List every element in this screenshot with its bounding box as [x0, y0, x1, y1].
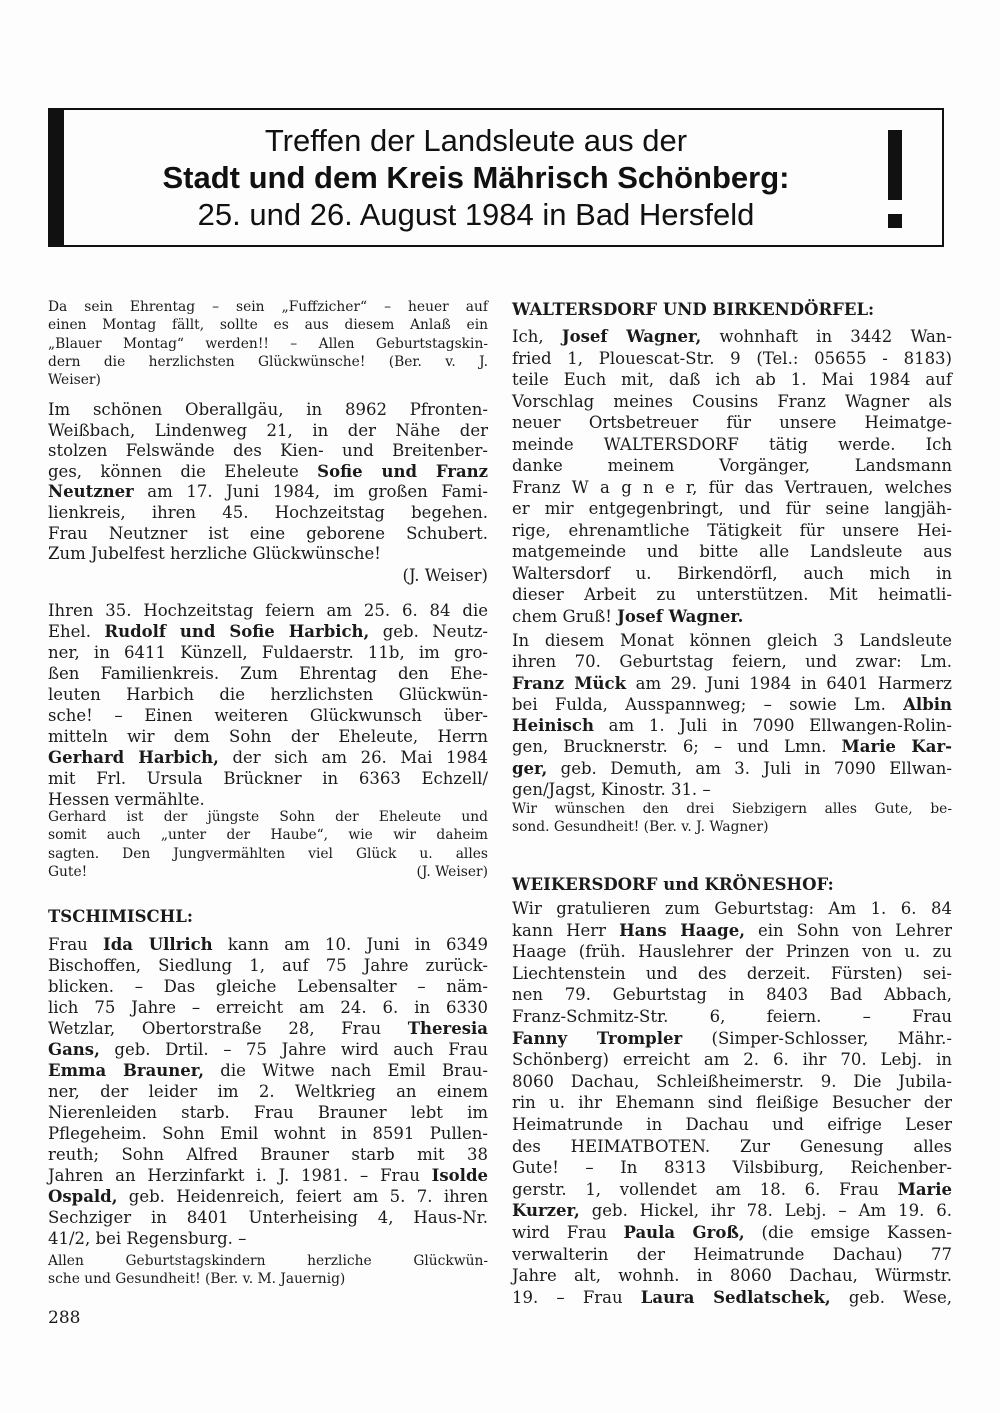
text-line [48, 316, 488, 334]
text-line [512, 584, 952, 606]
text-line [48, 726, 488, 747]
bold-name: Fanny Trompler [512, 1028, 683, 1048]
text-run: kann Herr [512, 920, 620, 940]
text-run: dieser Arbeit zu unterstützen. Mit heimatli- [512, 585, 952, 604]
text-line [512, 818, 952, 836]
anniversary-harbich [48, 600, 488, 810]
text-line [48, 768, 488, 789]
text-run: am 17. Juni 1984, im großen Fami- [133, 482, 488, 502]
text-run: Vorschlag meines Cousins Franz Wagner als [512, 391, 952, 411]
text-line [512, 1157, 952, 1179]
text-run: Haage (früh. Hauslehrer der Prinzen von u. zu [512, 942, 952, 962]
page-number: 288 [48, 1308, 81, 1328]
text-line [512, 498, 952, 520]
text-line [512, 391, 952, 413]
text-line [48, 544, 488, 565]
text-run: er mir entgegenbringt, und für seine langjäh- [512, 499, 952, 518]
bold-name: Marie Kar- [841, 737, 953, 757]
text-run: Allen Geburtstagskindern herzliche Glückwün- [48, 1253, 488, 1269]
text-line [48, 1102, 488, 1123]
text-line [48, 684, 488, 705]
signature: (J. Weiser) [416, 863, 488, 880]
text-run: fried 1, Plouescat-Str. 9 (Tel.: 05655 - 8183) [512, 348, 952, 368]
text-run: lich 75 Jahre – erreicht am 24. 6. in 6330 [48, 998, 488, 1017]
text-run: wird Frau [512, 1222, 624, 1242]
text-line [512, 606, 952, 628]
text-line [48, 1228, 488, 1249]
text-line [512, 941, 952, 963]
text-line [48, 421, 488, 442]
bold-name: Laura Sedlatschek, [640, 1287, 831, 1307]
text-line [48, 353, 488, 371]
text-run: gen, Brucknerstr. 6; – und Lmn. [512, 737, 842, 757]
text-line [512, 1244, 952, 1266]
bold-name: Albin [903, 694, 952, 714]
text-line [512, 984, 952, 1006]
birthday-note-weiser [48, 298, 488, 389]
text-run: geb. Neutz- [369, 622, 489, 641]
text-run: Sechziger in 8401 Unterheising 4, Haus-Nr. [48, 1208, 488, 1227]
text-line [48, 747, 488, 768]
text-line [512, 1049, 952, 1071]
text-line [48, 600, 488, 621]
text-run: leuten Harbich die herzlichsten Glückwün- [48, 685, 488, 704]
anniversary-neutzner [48, 400, 488, 586]
text-run: lienkreis, ihren 45. Hochzeitstag begehen. [48, 502, 488, 522]
text-run: Wir wünschen den drei Siebzigern alles Gute, be- [512, 801, 952, 817]
text-run: am 1. Juli in 7090 Ellwangen-Rolin- [593, 716, 952, 736]
text-run: Wir gratulieren zum Geburtstag: Am 1. 6. 84 [512, 899, 952, 918]
text-run: mit Frl. Ursula Brückner in 6363 Echzell/ [48, 769, 488, 788]
text-line [512, 477, 952, 499]
text-line [48, 1018, 488, 1039]
text-run: Gerhard ist der jüngste Sohn der Eheleute und [48, 809, 488, 825]
text-run: sche und Gesundheit! (Ber. v. M. Jauernig) [48, 1271, 346, 1288]
text-run: Weiser) [48, 372, 101, 389]
text-line [48, 808, 488, 826]
text-run: geb. Wese, [830, 1287, 953, 1307]
text-run: geb. Hickel, ihr 78. Lebj. – Am 19. 6. [579, 1201, 952, 1221]
text-line [48, 1060, 488, 1081]
bold-name: Theresia [407, 1019, 488, 1038]
text-line [48, 1144, 488, 1165]
text-line [512, 369, 952, 391]
text-run: Jahren an Herzinfarkt i. J. 1981. – Frau [48, 1166, 432, 1185]
bold-name: Hans Haage, [619, 920, 745, 940]
text-run: ges, können die Eheleute [48, 461, 318, 481]
text-run: reuth; Sohn Alfred Brauner starb mit 38 [48, 1145, 488, 1164]
text-line [48, 1123, 488, 1144]
text-run: des HEIMATBOTEN. Zur Genesung alles [512, 1136, 952, 1156]
text-run: Schönberg) erreicht am 2. 6. ihr 70. Lebj. in [512, 1050, 952, 1070]
text-line [48, 1039, 488, 1060]
text-line [48, 663, 488, 684]
text-run: Jahre alt, wohnh. in 8060 Dachau, Würmstr. [512, 1266, 952, 1286]
text-run: Zum Jubelfest herzliche Glückwünsche! [48, 544, 381, 564]
text-line [48, 934, 488, 955]
bold-name: Heinisch [512, 716, 594, 736]
text-run: Ich, [512, 327, 562, 346]
text-run: Frau [48, 935, 104, 954]
text-line [512, 963, 952, 985]
text-run: Ehel. [48, 622, 105, 641]
text-run: somit auch „unter der Haube“, wie wir daheim [48, 827, 488, 844]
bold-name: ger, [512, 758, 548, 778]
text-line [512, 412, 952, 434]
text-run: 8060 Dachau, Schleißheimerstr. 9. Die Jubila- [512, 1071, 952, 1091]
text-line [512, 651, 952, 672]
text-line [512, 434, 952, 456]
text-line [512, 1200, 952, 1222]
bold-name: Marie [897, 1179, 952, 1199]
text-run: chem Gruß! [512, 606, 618, 626]
text-line [48, 1270, 488, 1288]
text-line [48, 1207, 488, 1228]
text-run: 19. – Frau [512, 1287, 641, 1307]
text-run: einen Montag fällt, sollte es aus diesem Anlaß ein [48, 317, 488, 334]
bold-name: Sofie und Franz [317, 461, 489, 481]
signature: (J. Weiser) [402, 565, 488, 585]
seventieth-birthdays [512, 630, 952, 800]
announcement-line-2: Stadt und dem Kreis Mährisch Schönberg: [162, 160, 790, 195]
text-line [512, 1071, 952, 1093]
text-line [48, 503, 488, 524]
bold-name: Kurzer, [512, 1201, 580, 1221]
text-run: ein Sohn von Lehrer [744, 920, 953, 940]
wedding-note-harbich [48, 808, 488, 881]
text-run: meinde WALTERSDORF tätig werde. Ich [512, 434, 952, 454]
bold-name: Paula Groß, [623, 1222, 745, 1242]
text-run: bei Fulda, Ausspannweg; – sowie Lm. [512, 694, 904, 714]
event-announcement-box [48, 108, 944, 247]
announcement-line-3: 25. und 26. August 1984 in Bad Hersfeld [197, 197, 755, 232]
text-line [48, 845, 488, 863]
weikersdorf-birthdays [512, 898, 952, 1308]
text-run: (die emsige Kassen- [744, 1222, 952, 1242]
text-line [512, 326, 952, 348]
text-run: Nierenleiden starb. Frau Brauner lebt im [48, 1103, 488, 1122]
text-line [512, 1265, 952, 1287]
text-run: geb. Drtil. – 75 Jahre wird auch Frau [99, 1040, 488, 1059]
text-run: verwalterin der Heimatrunde Dachau) 77 [512, 1244, 952, 1264]
text-run: Ihren 35. Hochzeitstag feiern am 25. 6. 84 die [48, 601, 488, 620]
text-run: sche! – Einen weiteren Glückwunsch über- [48, 706, 488, 725]
text-line [512, 1092, 952, 1114]
text-run: blicken. – Das gleiche Lebensalter – näm- [48, 977, 488, 996]
text-line [512, 1179, 952, 1201]
waltersdorf-letter [512, 326, 952, 627]
text-run: ihren 70. Geburtstag feiern, und zwar: Lm. [512, 652, 952, 672]
text-line [48, 642, 488, 663]
text-run: ner, der leider im 2. Weltkrieg an einem [48, 1082, 488, 1101]
text-run: Weißbach, Lindenweg 21, in der Nähe der [48, 420, 488, 440]
text-run: Gute! – In 8313 Vilsbiburg, Reichenber- [512, 1158, 952, 1178]
text-line [48, 462, 488, 483]
bold-name: Ospald, [48, 1187, 118, 1206]
tschimischl-greeting [48, 1252, 488, 1289]
text-line [512, 1028, 952, 1050]
bold-name: Franz Mück [512, 673, 627, 693]
section-heading-weikersdorf: WEIKERSDORF und KRÖNESHOF: [512, 875, 834, 894]
bold-name: Josef Wagner. [617, 606, 744, 626]
text-run: wohnhaft in 3442 Wan- [701, 327, 953, 346]
text-line [512, 673, 952, 694]
text-run: matgemeinde und bitte alle Landsleute aus [512, 542, 952, 561]
text-line [48, 955, 488, 976]
text-run: gen/Jagst, Kinostr. 31. – [512, 780, 711, 800]
bold-name: Rudolf und Sofie Harbich, [104, 622, 370, 641]
text-run: danke meinem Vorgänger, Landsmann [512, 456, 952, 475]
text-line [48, 1081, 488, 1102]
text-line [512, 1136, 952, 1158]
text-run: Da sein Ehrentag – sein „Fuffzicher“ – heuer auf [48, 299, 488, 315]
text-line [512, 520, 952, 542]
text-line [512, 920, 952, 942]
text-run: der sich am 26. Mai 1984 [218, 748, 488, 767]
text-run: ßen Familienkreis. Zum Ehrentag den Ehe- [48, 664, 488, 683]
text-line [48, 826, 488, 844]
text-run: Wetzlar, Obertorstraße 28, Frau [48, 1019, 408, 1038]
text-run: nen 79. Geburtstag in 8403 Bad Abbach, [512, 985, 952, 1005]
bold-name: Emma Brauner, [48, 1061, 205, 1080]
text-run: sond. Gesundheit! (Ber. v. J. Wagner) [512, 819, 769, 836]
bold-name: Gans, [48, 1040, 100, 1059]
text-run: Im schönen Oberallgäu, in 8962 Pfronten- [48, 400, 488, 419]
text-line [48, 335, 488, 353]
text-run: Gute! [48, 863, 88, 880]
text-run: Franz W a g n e r, für das Vertrauen, welches [512, 477, 952, 497]
seventieth-greeting [512, 800, 952, 837]
decorative-bar [50, 110, 64, 245]
text-run: Hessen vermählte. [48, 790, 205, 809]
text-run: Liechtenstein und des derzeit. Fürsten) sei- [512, 963, 952, 983]
text-line [48, 1186, 488, 1207]
text-run: geb. Heidenreich, feiert am 5. 7. ihren [117, 1187, 488, 1206]
text-run: dern die herzlichsten Glückwünsche! (Ber. v. J. [48, 353, 488, 370]
text-line [48, 524, 488, 545]
text-line [48, 997, 488, 1018]
bold-name: Neutzner [48, 482, 134, 502]
text-line [512, 1287, 952, 1309]
text-line [512, 898, 952, 920]
text-line [48, 789, 488, 810]
text-run: „Blauer Montag“ werden!! – Allen Geburtstagskin- [48, 335, 488, 352]
bold-name: Josef Wagner, [561, 327, 702, 346]
text-line [512, 779, 952, 800]
text-line [48, 371, 488, 389]
text-run: ner, in 6411 Künzell, Fuldaerstr. 11b, im gro- [48, 643, 488, 662]
text-line [48, 1165, 488, 1186]
text-run: rin u. ihr Ehemann sind fleißige Besucher der [512, 1093, 952, 1113]
announcement-line-1: Treffen der Landsleute aus der [264, 123, 688, 158]
tschimischl-birthdays [48, 934, 488, 1249]
text-line [512, 563, 952, 585]
text-run: 41/2, bei Regensburg. – [48, 1229, 247, 1248]
text-line [48, 298, 488, 316]
exclamation-icon [888, 130, 902, 228]
text-run: gerstr. 1, vollendet am 18. 6. Frau [512, 1179, 898, 1199]
section-heading-tschimischl: TSCHIMISCHL: [48, 907, 193, 926]
text-line [512, 736, 952, 757]
text-run: mitteln wir dem Sohn der Eheleute, Herrn [48, 727, 488, 746]
text-line [512, 348, 952, 370]
text-line [48, 1252, 488, 1270]
text-line [512, 541, 952, 563]
text-line [48, 441, 488, 462]
bold-name: Isolde [431, 1166, 488, 1185]
text-run: Heimatrunde in Dachau und eifrige Leser [512, 1114, 952, 1134]
text-run: In diesem Monat können gleich 3 Landsleute [512, 631, 952, 650]
text-run: Pflegeheim. Sohn Emil wohnt in 8591 Pullen- [48, 1124, 488, 1143]
text-run: am 29. Juni 1984 in 6401 Harmerz [626, 673, 952, 693]
text-line [48, 705, 488, 726]
text-run: Bischoffen, Siedlung 1, auf 75 Jahre zurück- [48, 956, 488, 975]
text-line [512, 758, 952, 779]
text-run: neuer Ortsbetreuer für unsere Heimatge- [512, 413, 952, 432]
text-run: Frau Neutzner ist eine geborene Schubert. [48, 523, 488, 543]
text-run: Franz-Schmitz-Str. 6, feiern. – Frau [512, 1006, 952, 1026]
text-line [512, 715, 952, 736]
text-line [512, 694, 952, 715]
bold-name: Gerhard Harbich, [48, 748, 219, 767]
text-line [512, 455, 952, 477]
bold-name: Ida Ullrich [103, 935, 213, 954]
text-run: rige, ehrenamtliche Tätigkeit für unsere Hei- [512, 520, 952, 540]
text-line [512, 1006, 952, 1028]
text-line [48, 976, 488, 997]
text-line [512, 630, 952, 651]
text-run: stolzen Felswände des Kien- und Breitenber- [48, 441, 488, 461]
text-line [512, 1114, 952, 1136]
text-run: teile Euch mit, daß ich ab 1. Mai 1984 auf [512, 370, 952, 389]
text-line [48, 400, 488, 421]
text-run: die Witwe nach Emil Brau- [204, 1061, 489, 1080]
text-line [512, 1222, 952, 1244]
text-run: kann am 10. Juni in 6349 [212, 935, 488, 954]
text-line [512, 800, 952, 818]
text-run: geb. Demuth, am 3. Juli in 7090 Ellwan- [547, 758, 952, 778]
section-heading-waltersdorf: WALTERSDORF UND BIRKENDÖRFEL: [512, 300, 875, 319]
text-run: (Simper-Schlosser, Mähr.- [682, 1028, 952, 1048]
text-line [48, 621, 488, 642]
text-run: Waltersdorf u. Birkendörfl, auch mich in [512, 563, 952, 583]
text-line [48, 482, 488, 503]
text-run: sagten. Den Jungvermählten viel Glück u. alles [48, 845, 488, 862]
